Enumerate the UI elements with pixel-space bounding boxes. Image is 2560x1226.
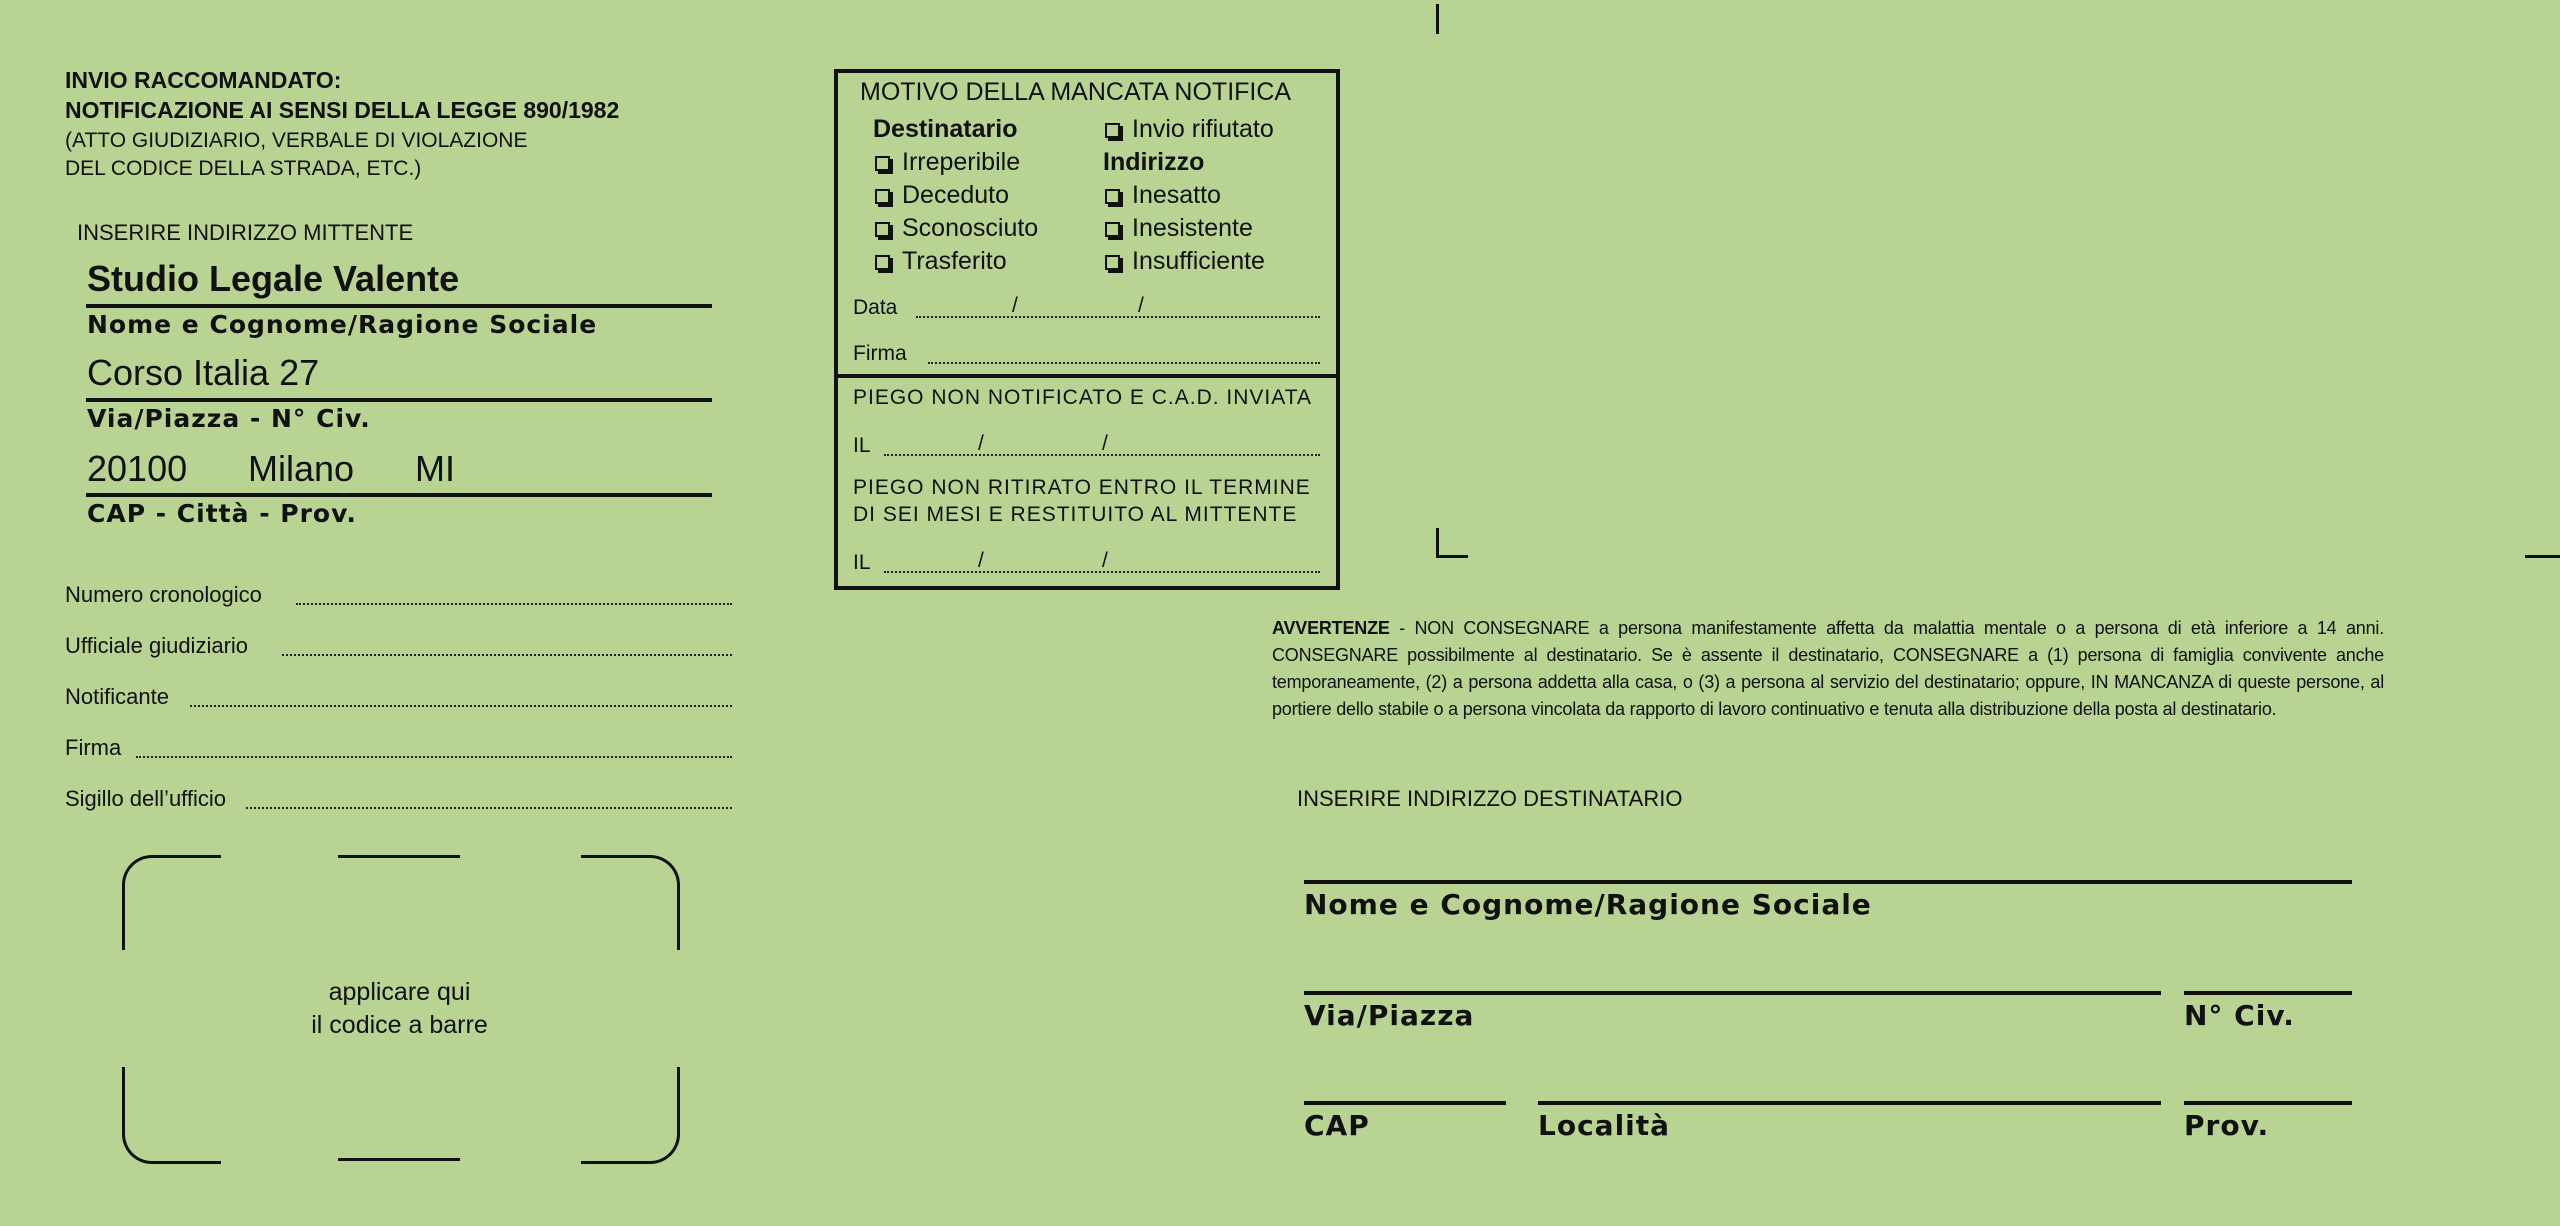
- sender-name-line: [86, 304, 712, 308]
- field-dots: [190, 705, 732, 707]
- recipient-city-line[interactable]: [1538, 1101, 2161, 1105]
- sign-dots: [928, 362, 1320, 364]
- barcode-corner-bl: [122, 1067, 221, 1164]
- crop-mark-top: [1436, 4, 1439, 34]
- sender-street-line: [86, 398, 712, 402]
- recipient-city-label: Località: [1538, 1109, 1671, 1142]
- recipient-prov-label: Prov.: [2184, 1109, 2270, 1142]
- opt-invio-rifiutato: Invio rifiutato: [1105, 113, 1274, 146]
- field-ufficiale-giudiziario: Ufficiale giudiziario: [65, 633, 249, 658]
- cad-slash-2: /: [1102, 432, 1108, 455]
- checkbox-icon[interactable]: [875, 189, 890, 204]
- cad-il-label: IL: [853, 434, 871, 457]
- crop-mark-corner-h: [1436, 555, 1468, 558]
- recipient-heading: INSERIRE INDIRIZZO DESTINATARIO: [1297, 786, 1683, 811]
- sender-cap-value: 20100: [87, 448, 188, 489]
- sender-cap-label: CAP - Città - Prov.: [87, 499, 357, 528]
- date-slash-2: /: [1138, 294, 1144, 317]
- checkbox-icon[interactable]: [875, 156, 890, 171]
- cad-text: PIEGO NON NOTIFICATO E C.A.D. INVIATA: [853, 386, 1312, 409]
- recipient-street-label: Via/Piazza: [1304, 999, 1475, 1032]
- field-sigillo: Sigillo dell’ufficio: [65, 786, 227, 811]
- sender-city-value: Milano: [248, 448, 355, 489]
- header-line-2: NOTIFICAZIONE AI SENSI DELLA LEGGE 890/1982: [65, 97, 620, 123]
- opt-inesistente: Inesistente: [1105, 212, 1253, 245]
- return-il-label: IL: [853, 551, 871, 574]
- opt-sconosciuto: Sconosciuto: [875, 212, 1038, 245]
- barcode-text-1: applicare qui: [328, 978, 471, 1006]
- checkbox-icon[interactable]: [1105, 189, 1120, 204]
- sender-prov-value: MI: [415, 448, 455, 489]
- recipient-civ-label: N° Civ.: [2184, 999, 2295, 1032]
- cad-slash-1: /: [978, 432, 984, 455]
- recipient-street-line[interactable]: [1304, 991, 2161, 995]
- header-line-1: INVIO RACCOMANDATO:: [65, 67, 342, 93]
- dest-heading: Destinatario: [873, 115, 1018, 143]
- crop-mark-corner-v: [1436, 528, 1439, 558]
- barcode-bottom-mark: [338, 1158, 460, 1161]
- field-dots: [282, 654, 732, 656]
- return-slash-1: /: [978, 549, 984, 572]
- opt-deceduto: Deceduto: [875, 179, 1009, 212]
- sender-street-value: Corso Italia 27: [87, 352, 320, 393]
- sender-name-label: Nome e Cognome/Ragione Sociale: [87, 310, 598, 339]
- date-dots: [916, 316, 1320, 318]
- field-notificante: Notificante: [65, 684, 169, 709]
- barcode-text-2: il codice a barre: [311, 1011, 488, 1039]
- checkbox-icon[interactable]: [1105, 123, 1120, 138]
- sender-street-label: Via/Piazza - N° Civ.: [87, 404, 371, 433]
- field-firma: Firma: [65, 735, 122, 760]
- recipient-name-label: Nome e Cognome/Ragione Sociale: [1304, 888, 1872, 921]
- recipient-cap-line[interactable]: [1304, 1101, 1506, 1105]
- barcode-corner-br: [581, 1067, 680, 1164]
- barcode-corner-tr: [581, 855, 680, 950]
- opt-trasferito: Trasferito: [875, 245, 1007, 278]
- barcode-corner-tl: [122, 855, 221, 950]
- header-line-4: DEL CODICE DELLA STRADA, ETC.): [65, 157, 422, 180]
- return-text-1: PIEGO NON RITIRATO ENTRO IL TERMINE: [853, 476, 1311, 499]
- date-slash-1: /: [1012, 294, 1018, 317]
- recipient-cap-label: CAP: [1304, 1109, 1370, 1142]
- notice-box-divider: [834, 374, 1340, 378]
- sender-name-value: Studio Legale Valente: [87, 258, 460, 299]
- opt-insufficiente: Insufficiente: [1105, 245, 1265, 278]
- notice-date-label: Data: [853, 296, 898, 319]
- sender-cap-line: [86, 493, 712, 497]
- warning-paragraph: [1272, 615, 2384, 723]
- return-slash-2: /: [1102, 549, 1108, 572]
- opt-inesatto: Inesatto: [1105, 179, 1221, 212]
- barcode-top-mark: [338, 855, 460, 858]
- checkbox-icon[interactable]: [1105, 222, 1120, 237]
- checkbox-icon[interactable]: [875, 255, 890, 270]
- recipient-name-line[interactable]: [1304, 880, 2352, 884]
- recipient-civ-line[interactable]: [2184, 991, 2352, 995]
- warning-text: - NON CONSEGNARE a persona manifestamente affetta da malattia mentale o a persona di età inferiore a 14 anni. CONSEGNARE possibilmente al destinatario. Se è assente il destinatario, CONSEGNARE a (1) persona di famiglia convivente anche temporaneamente, (2) a persona addetta alla casa, o (3) a persona al servizio del destinatario; oppure, IN MANCANZA di queste persone, al portiere dello stabile o a persona vincolata da rapporto di lavoro continuativo e tenuta alla distribuzione della posta al destinatario.: [1272, 618, 2384, 719]
- crop-mark-right: [2525, 555, 2560, 558]
- header-line-3: (ATTO GIUDIZIARIO, VERBALE DI VIOLAZIONE: [65, 129, 528, 152]
- addr-heading: Indirizzo: [1103, 148, 1205, 176]
- sender-heading: INSERIRE INDIRIZZO MITTENTE: [77, 220, 414, 245]
- field-numero-cronologico: Numero cronologico: [65, 582, 262, 607]
- checkbox-icon[interactable]: [1105, 255, 1120, 270]
- notice-title: MOTIVO DELLA MANCATA NOTIFICA: [860, 78, 1292, 106]
- opt-irreperibile: Irreperibile: [875, 146, 1020, 179]
- return-text-2: DI SEI MESI E RESTITUITO AL MITTENTE: [853, 503, 1298, 526]
- notice-sign-label: Firma: [853, 342, 907, 365]
- recipient-prov-line[interactable]: [2184, 1101, 2352, 1105]
- field-dots: [296, 603, 732, 605]
- checkbox-icon[interactable]: [875, 222, 890, 237]
- warning-heading: AVVERTENZE: [1272, 618, 1390, 638]
- field-dots: [246, 807, 732, 809]
- field-dots: [136, 756, 732, 758]
